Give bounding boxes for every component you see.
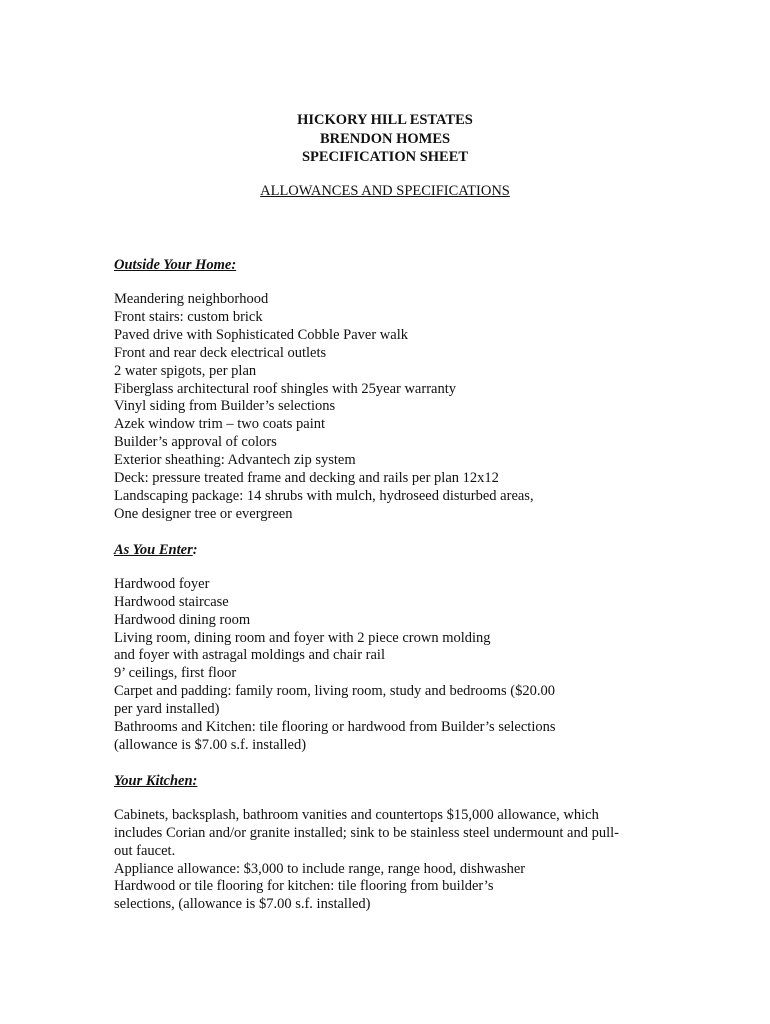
spec-line: and foyer with astragal moldings and chair rail xyxy=(114,647,385,664)
spec-line: Vinyl siding from Builder’s selections xyxy=(114,398,336,415)
spec-line: Bathrooms and Kitchen: tile flooring or hardwood from Builder’s selections xyxy=(114,719,556,736)
section-outside xyxy=(114,256,654,524)
header-title-line-3: SPECIFICATION SHEET xyxy=(301,149,469,165)
spec-line: Landscaping package: 14 shrubs with mulch, hydroseed disturbed areas, xyxy=(114,487,534,504)
spec-line: Cabinets, backsplash, bathroom vanities and countertops $15,000 allowance, which xyxy=(114,806,599,823)
spec-line: Appliance allowance: $3,000 to include range, range hood, dishwasher xyxy=(114,860,526,877)
section-title-enter-wrapper xyxy=(114,541,654,559)
spec-line: Hardwood staircase xyxy=(114,593,229,610)
spec-line: Carpet and padding: family room, living room, study and bedrooms ($20.00 xyxy=(114,683,555,700)
section-title-enter-colon: : xyxy=(192,541,198,558)
spec-line: (allowance is $7.00 s.f. installed) xyxy=(114,736,307,753)
section-lines-kitchen xyxy=(114,807,654,914)
spec-line: Hardwood foyer xyxy=(114,575,210,592)
section-title-outside: Outside Your Home: xyxy=(114,257,237,273)
spec-line: 9’ ceilings, first floor xyxy=(114,665,237,682)
spec-line: Hardwood or tile flooring for kitchen: tile flooring from builder’s xyxy=(114,878,494,895)
spec-line: out faucet. xyxy=(114,842,176,859)
section-enter xyxy=(114,541,654,755)
spec-line: selections, (allowance is $7.00 s.f. installed) xyxy=(114,896,371,913)
spec-line: Exterior sheathing: Advantech zip system xyxy=(114,452,356,469)
header-title-line-2: BRENDON HOMES xyxy=(319,130,451,147)
section-lines-outside xyxy=(114,291,654,524)
spec-line: Builder’s approval of colors xyxy=(114,434,277,451)
document-header xyxy=(0,111,770,167)
spec-line: Front stairs: custom brick xyxy=(114,308,263,325)
spec-line: Hardwood dining room xyxy=(114,611,251,628)
spec-line: Meandering neighborhood xyxy=(114,291,269,307)
spec-line: includes Corian and/or granite installed; sink to be stainless steel undermount and pull- xyxy=(114,824,619,841)
section-kitchen xyxy=(114,772,654,914)
section-title-enter: As You Enter xyxy=(114,541,193,558)
header-title-line-1: HICKORY HILL ESTATES xyxy=(297,112,473,128)
document-subtitle: ALLOWANCES AND SPECIFICATIONS xyxy=(260,183,510,199)
document-body xyxy=(114,256,654,931)
spec-line: Fiberglass architectural roof shingles with 25year warranty xyxy=(114,380,456,397)
spec-line: One designer tree or evergreen xyxy=(114,505,293,522)
spec-line: per yard installed) xyxy=(114,701,220,718)
spec-line: Paved drive with Sophisticated Cobble Paver walk xyxy=(114,326,408,343)
spec-line: Deck: pressure treated frame and decking and rails per plan 12x12 xyxy=(114,470,499,487)
spec-line: 2 water spigots, per plan xyxy=(114,362,257,379)
spec-line: Azek window trim – two coats paint xyxy=(114,416,326,433)
spec-line: Living room, dining room and foyer with 2 piece crown molding xyxy=(114,629,491,646)
section-lines-enter xyxy=(114,576,654,755)
section-title-kitchen: Your Kitchen: xyxy=(114,772,198,789)
spec-line: Front and rear deck electrical outlets xyxy=(114,344,327,361)
